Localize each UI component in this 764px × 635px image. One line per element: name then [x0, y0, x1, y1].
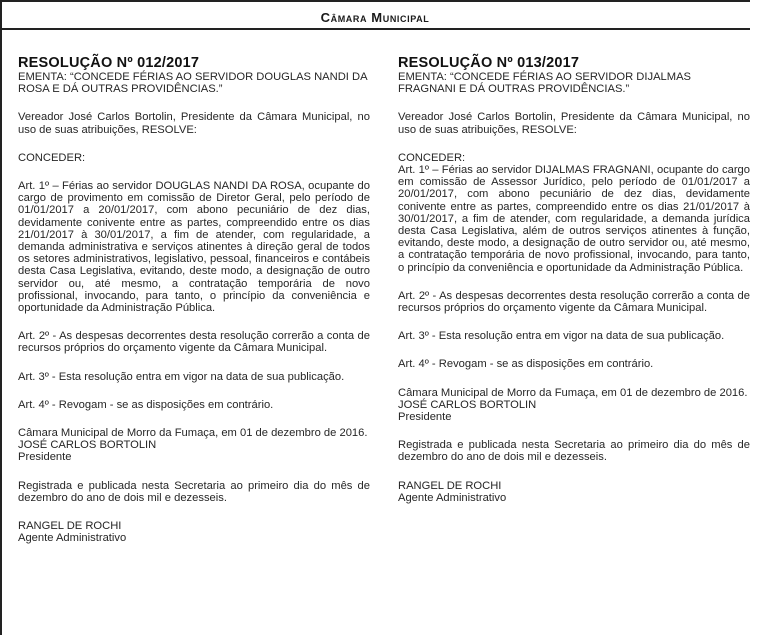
article-4: Art. 4º - Revogam - se as disposições em contrário.: [18, 398, 274, 411]
registration-note: Registrada e publicada nesta Secretaria ao primeiro dia do mês de dezembro do ano de dois mil e dezesseis.: [398, 439, 750, 464]
signer-name: JOSÉ CARLOS BORTOLIN: [398, 398, 537, 411]
header-top-rule: [0, 0, 750, 2]
resolution-title: RESOLUÇÃO Nº 012/2017: [18, 55, 200, 71]
signer-role: Presidente: [18, 451, 72, 464]
section-header: [0, 4, 750, 30]
registration-note: Registrada e publicada nesta Secretaria ao primeiro dia do mês de dezembro do ano de dois mil e dezesseis.: [18, 479, 370, 504]
resolution-intro: Vereador José Carlos Bortolin, Presidente da Câmara Municipal, no uso de suas atribuições, RESOLVE:: [18, 111, 370, 136]
article-4: Art. 4º - Revogam - se as disposições em contrário.: [398, 358, 654, 371]
resolution-title: RESOLUÇÃO Nº 013/2017: [398, 55, 580, 71]
article-1: Art. 1º – Férias ao servidor DIJALMAS FRAGNANI, ocupante do cargo em comissão de Assessor Jurídico, pelo período de 01/01/2017 a 20/01/2017, com abono pecuniário de dez dias, devidamente conivente entre as partes, compreendido entre os dias 21/01/2017 à 30/01/2017, a fim de atender, com regularidade, a demanda jurídica desta Casa Legislativa, além de outros serviços atinentes à função, evitando, deste modo, a designação de outro servidor ou, até mesmo, a contratação temporária de novo profissional, invocando, para tanto, o princípio da conveniência e oportunidade da Administração Pública.: [398, 164, 750, 274]
resolution-ementa: EMENTA: “CONCEDE FÉRIAS AO SERVIDOR DIJALMAS FRAGNANI E DÁ OUTRAS PROVIDÊNCIAS.”: [398, 71, 691, 96]
section-title: Câmara Municipal: [320, 10, 430, 25]
agent-name: RANGEL DE ROCHI: [18, 520, 122, 533]
signer-role: Presidente: [398, 411, 452, 424]
signer-name: JOSÉ CARLOS BORTOLIN: [18, 439, 157, 452]
article-2: Art. 2º - As despesas decorrentes desta resolução correrão a conta de recursos próprios do orçamento vigente da Câmara Municipal.: [398, 289, 750, 315]
place-date: Câmara Municipal de Morro da Fumaça, em 01 de dezembro de 2016.: [398, 386, 748, 399]
article-3: Art. 3º - Esta resolução entra em vigor na data de sua publicação.: [18, 370, 345, 383]
agent-role: Agente Administrativo: [18, 532, 127, 545]
agent-role: Agente Administrativo: [398, 491, 507, 504]
article-2: Art. 2º - As despesas decorrentes desta resolução correrão a conta de recursos próprios do orçamento vigente da Câmara Municipal.: [18, 330, 370, 355]
conceder-heading: CONCEDER:: [18, 151, 86, 164]
resolution-ementa: EMENTA: “CONCEDE FÉRIAS AO SERVIDOR DOUGLAS NANDI DA ROSA E DÁ OUTRAS PROVIDÊNCIAS.”: [18, 71, 367, 96]
resolution-013-column: [398, 55, 750, 504]
article-1: Art. 1º – Férias ao servidor DOUGLAS NANDI DA ROSA, ocupante do cargo de provimento em comissão de Diretor Geral, pelo período de 01/01/2017 a 20/01/2017, com abono pecuniário de dez dias, devidamente conivente entre as partes, compreendido entre os dias 21/01/2017 à 30/01/2017, a fim de atender, com regularidade, a demanda administrativa e serviços atinentes à direção geral de todos os setores administrativos, legislativo, pessoal, financeiros e contábeis desta Casa Legislativa, evitando, deste modo, a designação de outro servidor ou, até mesmo, a contratação temporária de novo profissional, invocando, para tanto, o princípio da conveniência e oportunidade da Administração Pública.: [18, 180, 370, 315]
article-3: Art. 3º - Esta resolução entra em vigor na data de sua publicação.: [398, 330, 725, 343]
resolution-intro: Vereador José Carlos Bortolin, Presidente da Câmara Municipal, no uso de suas atribuições, RESOLVE:: [398, 111, 750, 136]
place-date: Câmara Municipal de Morro da Fumaça, em 01 de dezembro de 2016.: [18, 427, 368, 440]
left-border-rule: [0, 0, 2, 635]
resolution-012-column: [18, 55, 370, 544]
conceder-heading: CONCEDER:: [398, 151, 466, 164]
agent-name: RANGEL DE ROCHI: [398, 479, 502, 492]
